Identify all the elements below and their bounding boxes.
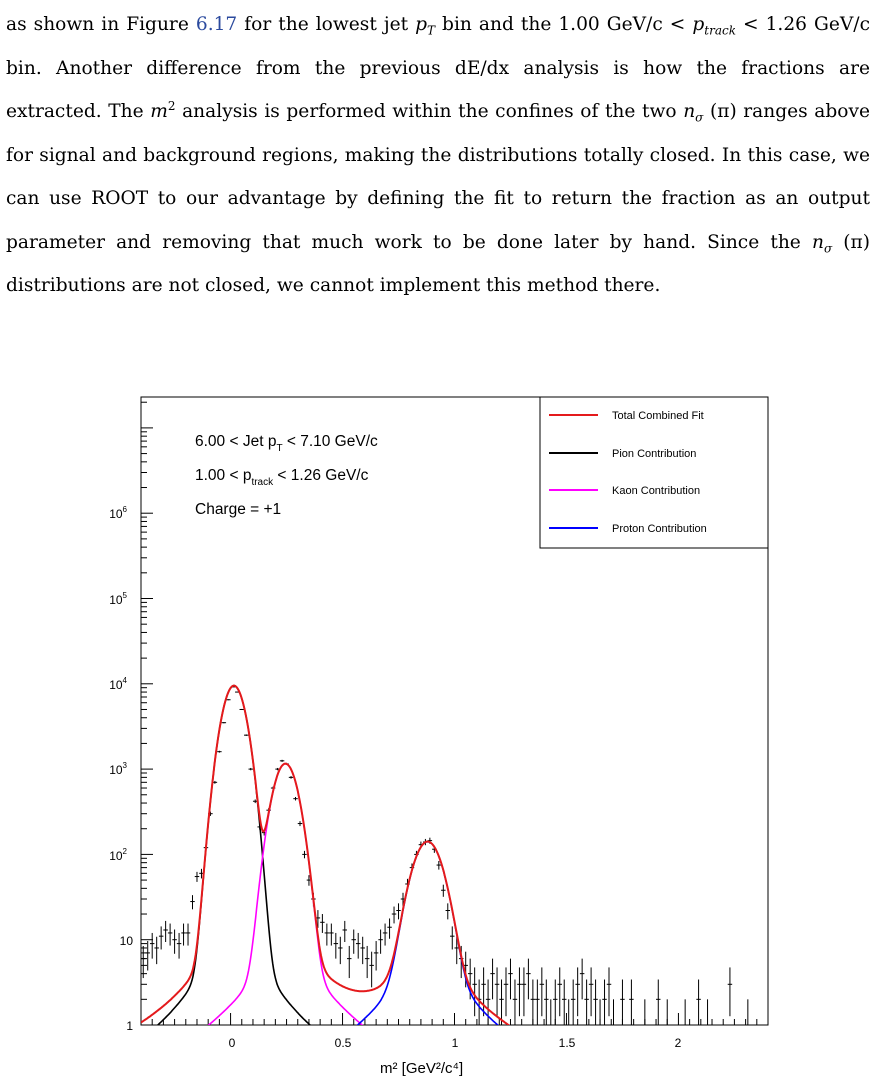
data-point bbox=[240, 709, 244, 710]
data-point bbox=[584, 980, 588, 1025]
data-point bbox=[163, 921, 167, 942]
data-point bbox=[490, 959, 494, 1000]
data-point bbox=[665, 999, 669, 1025]
data-point bbox=[558, 967, 562, 1016]
data-point bbox=[513, 980, 517, 1025]
data-point bbox=[553, 980, 557, 1025]
body-paragraph: as shown in Figure 6.17 for the lowest jet $p_T$ bin and the 1.00 $GeV/c < p_{track} < 1.26$ GeV/c bin. Another difference from the previous dE/dx analysis is how the fractions are extracted. The $m^2$ analysis is performed within the confines of the two $n_\sigma$ (π) ranges above for signal and background regions, making the distributions totally closed. In this case, we can use ROOT to our advantage by defining the fit to return the fraction as an output parameter and removing that much work to be done later by hand. Since the $n_\sigma$ (π) distributions are not closed, we cannot implement this method there. bbox=[6, 14, 871, 296]
x-tick-label-1.5: 1.5 bbox=[558, 1036, 576, 1050]
data-point bbox=[508, 959, 512, 1000]
data-point bbox=[320, 914, 324, 933]
data-point bbox=[217, 751, 221, 753]
data-point bbox=[441, 885, 445, 897]
data-point bbox=[392, 907, 396, 924]
legend-label-pion: Pion Contribution bbox=[612, 448, 697, 460]
data-point bbox=[150, 933, 154, 959]
y-tick-label-1: 1 bbox=[126, 1019, 133, 1033]
data-point bbox=[571, 980, 575, 1025]
annotation-charge: Charge = +1 bbox=[195, 501, 282, 518]
data-point bbox=[360, 937, 364, 964]
data-point bbox=[177, 933, 181, 959]
data-point bbox=[365, 946, 369, 978]
y-axis-ticks bbox=[141, 402, 153, 1025]
data-point bbox=[172, 930, 176, 954]
data-point bbox=[369, 952, 373, 988]
data-point bbox=[643, 999, 647, 1025]
data-point bbox=[575, 967, 579, 1016]
y-tick-label-1e2: $10^2$ bbox=[109, 847, 127, 863]
data-point bbox=[495, 967, 499, 1016]
data-point bbox=[222, 722, 226, 723]
x-tick-label-0: 0 bbox=[228, 1036, 236, 1050]
x-tick-label-0.5: 0.5 bbox=[334, 1036, 352, 1050]
data-point bbox=[325, 924, 329, 946]
data-point bbox=[656, 980, 660, 1025]
data-point bbox=[589, 967, 593, 1016]
y-tick-label-1e6: $10^6$ bbox=[109, 505, 127, 521]
y-tick-label-10: 10 bbox=[119, 934, 133, 948]
legend-label-proton: Proton Contribution bbox=[612, 523, 707, 535]
data-point bbox=[378, 930, 382, 954]
data-point bbox=[696, 980, 700, 1025]
data-point bbox=[195, 872, 199, 882]
data-point bbox=[154, 937, 158, 964]
legend-label-total: Total Combined Fit bbox=[612, 410, 704, 422]
data-point bbox=[517, 967, 521, 1016]
data-point bbox=[728, 967, 732, 1016]
data-point bbox=[629, 980, 633, 1025]
x-axis-title: m² [GeV²/c⁴] bbox=[380, 1060, 464, 1077]
data-point bbox=[602, 980, 606, 1025]
data-point bbox=[531, 980, 535, 1025]
data-point bbox=[549, 999, 553, 1025]
data-point bbox=[504, 967, 508, 1016]
data-point bbox=[334, 933, 338, 959]
y-axis-tick-labels bbox=[109, 505, 133, 1033]
data-point bbox=[351, 930, 355, 954]
x-tick-label-2: 2 bbox=[674, 1036, 682, 1050]
annotation-block bbox=[195, 433, 378, 518]
pion-contribution-curve bbox=[141, 686, 343, 1050]
data-point bbox=[168, 924, 172, 946]
data-point bbox=[544, 980, 548, 1025]
data-point bbox=[611, 999, 615, 1025]
x-axis-tick-labels bbox=[229, 1036, 682, 1050]
data-points bbox=[141, 687, 750, 1025]
data-point bbox=[562, 980, 566, 1025]
data-point bbox=[159, 926, 163, 949]
data-point bbox=[302, 851, 306, 858]
data-point bbox=[450, 926, 454, 949]
data-point bbox=[522, 967, 526, 1016]
data-point bbox=[181, 924, 185, 946]
data-point bbox=[145, 941, 149, 970]
data-point bbox=[705, 999, 709, 1025]
total-combined-fit-curve bbox=[141, 686, 554, 1050]
legend bbox=[540, 397, 768, 548]
data-point bbox=[343, 921, 347, 942]
data-point bbox=[593, 980, 597, 1025]
data-point bbox=[540, 967, 544, 1016]
data-point bbox=[746, 999, 750, 1025]
data-point bbox=[566, 999, 570, 1025]
y-tick-label-1e3: $10^3$ bbox=[109, 761, 127, 777]
legend-label-kaon: Kaon Contribution bbox=[612, 485, 701, 497]
data-point bbox=[248, 768, 252, 770]
data-point bbox=[190, 895, 194, 909]
data-point bbox=[598, 999, 602, 1025]
data-point bbox=[289, 776, 293, 779]
data-point bbox=[396, 903, 400, 919]
data-point bbox=[526, 959, 530, 1000]
data-point bbox=[683, 999, 687, 1025]
data-point bbox=[620, 980, 624, 1025]
data-point bbox=[580, 959, 584, 1000]
data-point bbox=[244, 734, 248, 735]
annotation-p-track: $1.00 < p_{track} < 1.26$ GeV/c bbox=[195, 467, 369, 488]
kaon-contribution-curve bbox=[173, 764, 398, 1050]
data-point bbox=[374, 941, 378, 970]
data-point bbox=[280, 760, 284, 762]
y-tick-label-1e5: $10^5$ bbox=[109, 591, 127, 607]
data-point bbox=[293, 797, 297, 800]
data-point bbox=[446, 903, 450, 919]
annotation-jet-pt: 6.00 < Jet $p_T < 7.10$ GeV/c bbox=[195, 433, 378, 454]
data-point bbox=[347, 946, 351, 978]
data-point bbox=[383, 924, 387, 946]
x-axis-ticks bbox=[141, 1013, 768, 1025]
data-point bbox=[298, 821, 302, 826]
figure-ref-link[interactable]: 6.17 bbox=[195, 14, 238, 35]
y-tick-label-1e4: $10^4$ bbox=[109, 676, 127, 692]
data-point bbox=[535, 980, 539, 1025]
data-point bbox=[356, 933, 360, 959]
data-point bbox=[329, 924, 333, 946]
data-point bbox=[338, 937, 342, 964]
data-point bbox=[607, 967, 611, 1016]
data-point bbox=[186, 924, 190, 946]
data-point bbox=[387, 918, 391, 938]
x-tick-label-1: 1 bbox=[451, 1036, 459, 1050]
